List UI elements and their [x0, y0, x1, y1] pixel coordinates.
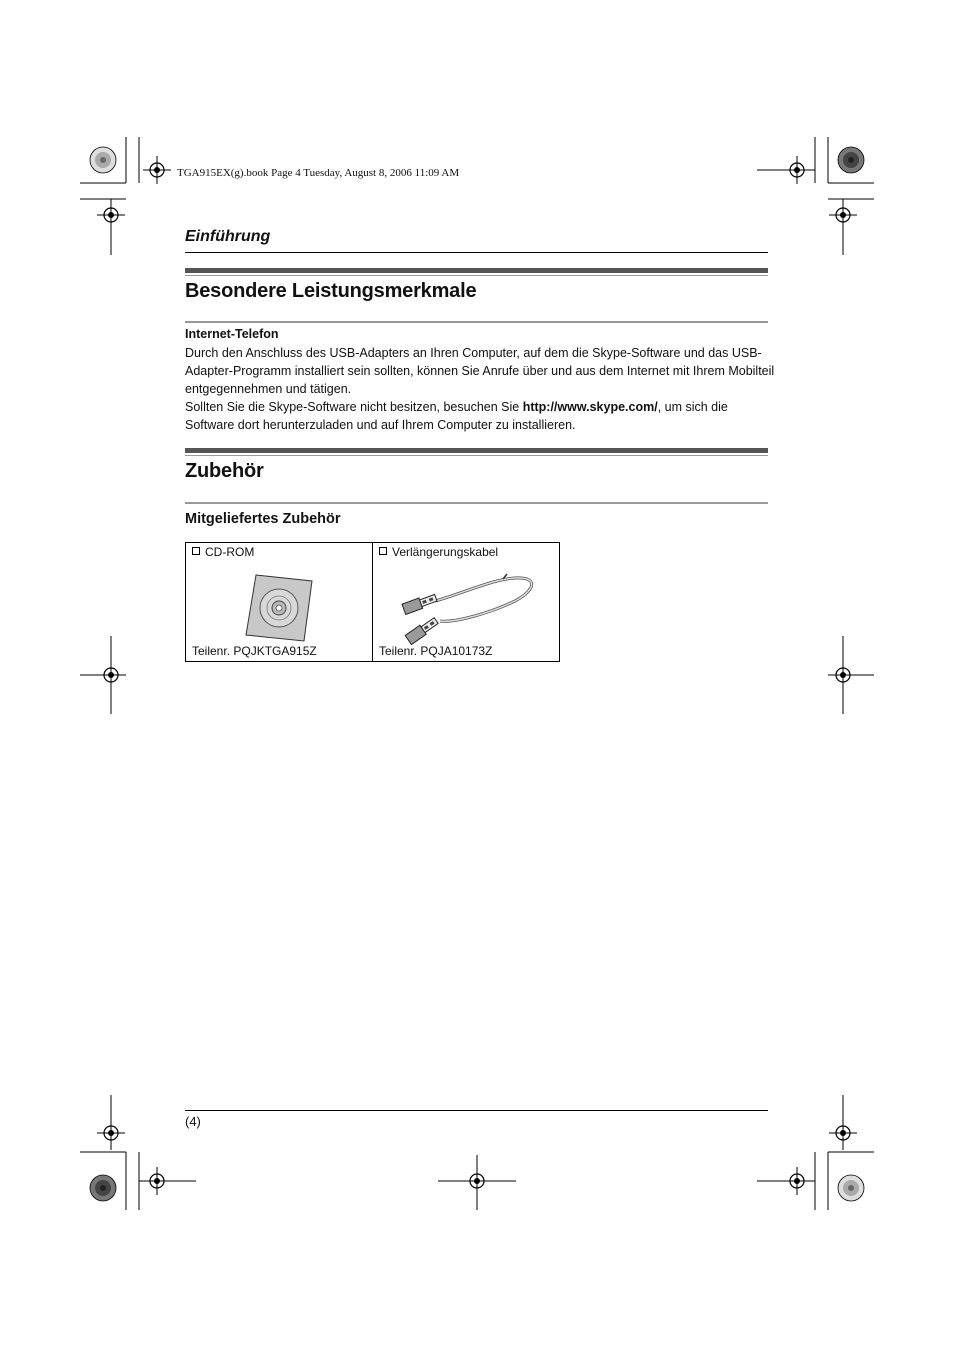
paragraph-2-end: , um sich die Software dort herunterzuladen und auf Ihrem Computer zu installieren. [185, 400, 728, 432]
features-paragraph-1: Durch den Anschluss des USB-Adapters an Ihren Computer, auf dem die Skype-Software und das USB-Adapter-Programm installiert sein sollten, können Sie Anrufe über und aus dem Internet mit Ihrem Mobilteil entgegennehmen und tätigen. [185, 346, 775, 396]
heading-bar-thin [185, 455, 768, 456]
heading-bar-thin [185, 275, 768, 276]
accessories-heading: Zubehör [185, 460, 264, 482]
supplied-accessories-subheading: Mitgeliefertes Zubehör [185, 511, 341, 527]
skype-link[interactable]: http://www.skype.com/ [522, 400, 658, 414]
checkbox-icon [379, 547, 387, 555]
internet-telefon-subheading: Internet-Telefon [185, 327, 279, 341]
accessory-name: Verlängerungskabel [392, 545, 499, 559]
paragraph-2-start: Sollten Sie die Skype-Software nicht besitzen, besuchen Sie [185, 400, 523, 414]
header-rule [185, 252, 768, 253]
accessory-cell-cable [373, 543, 560, 662]
print-file-info: TGA915EX(g).book Page 4 Tuesday, August 8, 2006 11:09 AM [177, 167, 460, 179]
heading-bar [185, 448, 768, 453]
usb-cable-icon [395, 571, 535, 651]
heading-bar [185, 268, 768, 273]
features-heading: Besondere Leistungsmerkmale [185, 280, 477, 302]
cd-rom-icon [244, 573, 314, 643]
features-heading-underline [185, 321, 768, 323]
page-number: (4) [185, 1114, 201, 1129]
features-paragraph-2 [185, 398, 775, 434]
accessories-heading-underline [185, 502, 768, 504]
features-body [185, 344, 775, 434]
accessories-table [185, 542, 560, 662]
accessory-part-number: Teilenr. PQJA10173Z [379, 644, 493, 658]
accessory-part-number: Teilenr. PQJKTGA915Z [192, 644, 317, 658]
checkbox-icon [192, 547, 200, 555]
section-label: Einführung [185, 228, 271, 245]
accessory-name: CD-ROM [205, 545, 255, 559]
footer-rule [185, 1110, 768, 1111]
accessory-cell-cd-rom [186, 543, 373, 662]
